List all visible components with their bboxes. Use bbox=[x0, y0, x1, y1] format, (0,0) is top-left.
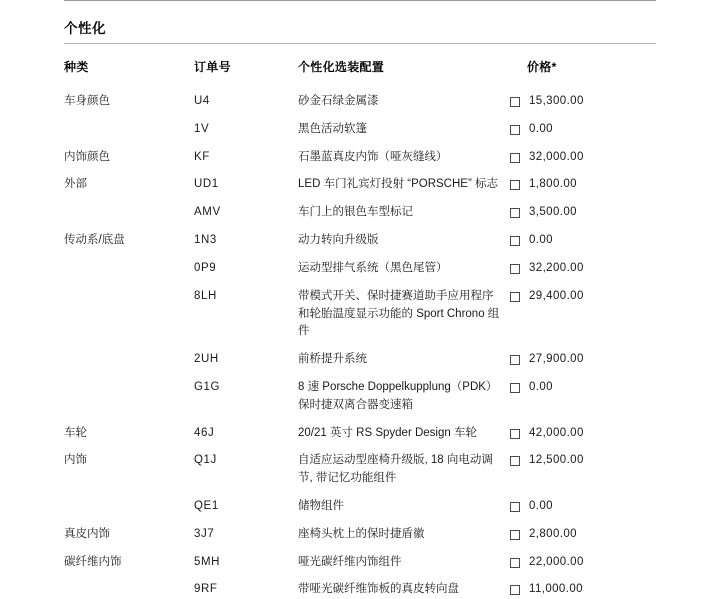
cell-price bbox=[510, 576, 656, 599]
table-row bbox=[64, 521, 656, 549]
table-row bbox=[64, 283, 656, 346]
option-checkbox[interactable] bbox=[510, 530, 520, 540]
cell-category bbox=[64, 199, 194, 227]
cell-price bbox=[510, 346, 656, 374]
cell-category: 真皮内饰 bbox=[64, 527, 110, 540]
cell-configuration: LED 车门礼宾灯投射 “PORSCHE” 标志 bbox=[298, 178, 498, 191]
cell-configuration: 储物组件 bbox=[298, 500, 344, 512]
table-row bbox=[64, 493, 656, 521]
price-value: 0.00 bbox=[529, 234, 553, 247]
cell-category bbox=[64, 283, 194, 346]
cell-configuration: 带模式开关、保时捷赛道助手应用程序和轮胎温度显示功能的 Sport Chrono 组件 bbox=[298, 289, 500, 338]
table-header bbox=[64, 44, 656, 88]
price-value: 32,200.00 bbox=[529, 261, 584, 274]
cell-configuration: 运动型排气系统（黑色尾管） bbox=[298, 261, 448, 274]
cell-order-number: 0P9 bbox=[194, 261, 217, 274]
table-row bbox=[64, 346, 656, 374]
cell-price bbox=[510, 493, 656, 521]
price-value: 29,400.00 bbox=[529, 289, 584, 302]
option-checkbox[interactable] bbox=[510, 429, 520, 439]
personalization-table bbox=[64, 44, 656, 599]
table-header-row bbox=[64, 44, 656, 88]
cell-configuration: 带哑光碳纤维饰板的真皮转向盘 bbox=[298, 583, 459, 596]
price-wrapper bbox=[510, 204, 656, 222]
table-row bbox=[64, 116, 656, 144]
cell-price bbox=[510, 88, 656, 116]
price-value: 42,000.00 bbox=[529, 426, 584, 439]
option-checkbox[interactable] bbox=[510, 456, 520, 466]
price-wrapper bbox=[510, 554, 656, 572]
cell-configuration: 自适应运动型座椅升级版, 18 向电动调节, 带记忆功能组件 bbox=[298, 454, 493, 485]
cell-order-number: U4 bbox=[194, 95, 210, 107]
cell-category: 传动系/底盘 bbox=[64, 234, 125, 247]
price-wrapper bbox=[510, 288, 656, 306]
price-wrapper bbox=[510, 498, 656, 516]
cell-price bbox=[510, 116, 656, 144]
cell-configuration: 哑光碳纤维内饰组件 bbox=[298, 555, 402, 568]
price-value: 15,300.00 bbox=[529, 95, 584, 107]
page-title: 个性化 bbox=[64, 21, 106, 36]
option-checkbox[interactable] bbox=[510, 502, 520, 512]
cell-price bbox=[510, 255, 656, 283]
table-row bbox=[64, 227, 656, 255]
table-row bbox=[64, 171, 656, 199]
option-checkbox[interactable] bbox=[510, 97, 520, 107]
cell-category: 车轮 bbox=[64, 426, 87, 439]
option-checkbox[interactable] bbox=[510, 153, 520, 163]
table-row bbox=[64, 255, 656, 283]
table-row bbox=[64, 549, 656, 577]
cell-category: 外部 bbox=[64, 178, 87, 191]
price-value: 3,500.00 bbox=[529, 206, 577, 219]
price-wrapper bbox=[510, 581, 656, 599]
cell-price bbox=[510, 227, 656, 255]
cell-configuration: 砂金石绿金属漆 bbox=[298, 95, 379, 107]
cell-category bbox=[64, 576, 194, 599]
cell-price bbox=[510, 549, 656, 577]
table-row bbox=[64, 447, 656, 493]
price-wrapper bbox=[510, 379, 656, 397]
price-wrapper bbox=[510, 93, 656, 111]
cell-category bbox=[64, 374, 194, 420]
cell-order-number: 9RF bbox=[194, 583, 218, 596]
option-checkbox[interactable] bbox=[510, 180, 520, 190]
cell-configuration: 座椅头枕上的保时捷盾徽 bbox=[298, 527, 425, 540]
cell-order-number: 8LH bbox=[194, 289, 217, 302]
cell-configuration: 黑色活动软篷 bbox=[298, 122, 367, 135]
cell-order-number: Q1J bbox=[194, 454, 217, 467]
price-wrapper bbox=[510, 176, 656, 194]
option-checkbox[interactable] bbox=[510, 208, 520, 218]
price-wrapper bbox=[510, 452, 656, 470]
price-value: 1,800.00 bbox=[529, 178, 577, 191]
cell-order-number: UD1 bbox=[194, 178, 219, 191]
price-value: 2,800.00 bbox=[529, 527, 577, 540]
price-value: 27,900.00 bbox=[529, 353, 584, 366]
price-wrapper bbox=[510, 526, 656, 544]
cell-category bbox=[64, 255, 194, 283]
cell-order-number: G1G bbox=[194, 380, 221, 393]
cell-configuration: 前桥提升系统 bbox=[298, 353, 367, 366]
column-header-order-number: 订单号 bbox=[194, 60, 231, 74]
option-checkbox[interactable] bbox=[510, 236, 520, 246]
price-wrapper bbox=[510, 121, 656, 139]
cell-price bbox=[510, 144, 656, 172]
price-value: 32,000.00 bbox=[529, 150, 584, 163]
column-header-price-label: 价格* bbox=[527, 60, 557, 74]
cell-configuration: 石墨蓝真皮内饰（哑灰缝线） bbox=[298, 150, 448, 163]
cell-configuration: 车门上的银色车型标记 bbox=[298, 206, 413, 219]
price-value: 0.00 bbox=[529, 122, 553, 135]
price-value: 0.00 bbox=[529, 380, 553, 393]
option-checkbox[interactable] bbox=[510, 585, 520, 595]
option-checkbox[interactable] bbox=[510, 558, 520, 568]
cell-category: 车身颜色 bbox=[64, 95, 110, 107]
cell-configuration: 8 速 Porsche Doppelkupplung（PDK）保时捷双离合器变速箱 bbox=[298, 380, 498, 411]
price-value: 12,500.00 bbox=[529, 454, 584, 467]
price-wrapper bbox=[510, 232, 656, 250]
table-row bbox=[64, 576, 656, 599]
cell-configuration: 动力转向升级版 bbox=[298, 234, 379, 247]
column-header-category: 种类 bbox=[64, 60, 89, 74]
table-row bbox=[64, 420, 656, 448]
table-row bbox=[64, 374, 656, 420]
option-checkbox[interactable] bbox=[510, 383, 520, 393]
table-row bbox=[64, 144, 656, 172]
cell-price bbox=[510, 171, 656, 199]
cell-category bbox=[64, 493, 194, 521]
cell-order-number: 5MH bbox=[194, 555, 221, 568]
option-checkbox[interactable] bbox=[510, 264, 520, 274]
option-checkbox[interactable] bbox=[510, 125, 520, 135]
cell-order-number: AMV bbox=[194, 206, 221, 219]
table-row bbox=[64, 199, 656, 227]
cell-price bbox=[510, 199, 656, 227]
cell-order-number: KF bbox=[194, 150, 210, 163]
cell-category: 内饰 bbox=[64, 454, 87, 467]
cell-price bbox=[510, 521, 656, 549]
option-checkbox[interactable] bbox=[510, 292, 520, 302]
price-wrapper bbox=[510, 425, 656, 443]
column-header-configuration: 个性化选装配置 bbox=[298, 60, 385, 74]
cell-order-number: 46J bbox=[194, 426, 215, 439]
price-value: 11,000.00 bbox=[529, 583, 583, 596]
price-value: 22,000.00 bbox=[529, 555, 584, 568]
cell-price bbox=[510, 447, 656, 493]
price-wrapper bbox=[510, 149, 656, 167]
cell-price bbox=[510, 374, 656, 420]
price-wrapper bbox=[510, 260, 656, 278]
cell-order-number: 1N3 bbox=[194, 234, 217, 247]
cell-category: 内饰颜色 bbox=[64, 150, 110, 163]
cell-order-number: QE1 bbox=[194, 500, 219, 512]
table-body bbox=[64, 88, 656, 599]
cell-price bbox=[510, 283, 656, 346]
cell-category bbox=[64, 346, 194, 374]
option-checkbox[interactable] bbox=[510, 355, 520, 365]
cell-order-number: 2UH bbox=[194, 353, 219, 366]
cell-order-number: 1V bbox=[194, 122, 210, 135]
price-wrapper bbox=[510, 351, 656, 369]
cell-order-number: 3J7 bbox=[194, 527, 215, 540]
column-header-price bbox=[510, 44, 656, 88]
cell-category bbox=[64, 116, 194, 144]
cell-category: 碳纤维内饰 bbox=[64, 555, 122, 568]
table-row bbox=[64, 88, 656, 116]
cell-price bbox=[510, 420, 656, 448]
cell-configuration: 20/21 英寸 RS Spyder Design 车轮 bbox=[298, 426, 477, 439]
price-value: 0.00 bbox=[529, 500, 553, 512]
